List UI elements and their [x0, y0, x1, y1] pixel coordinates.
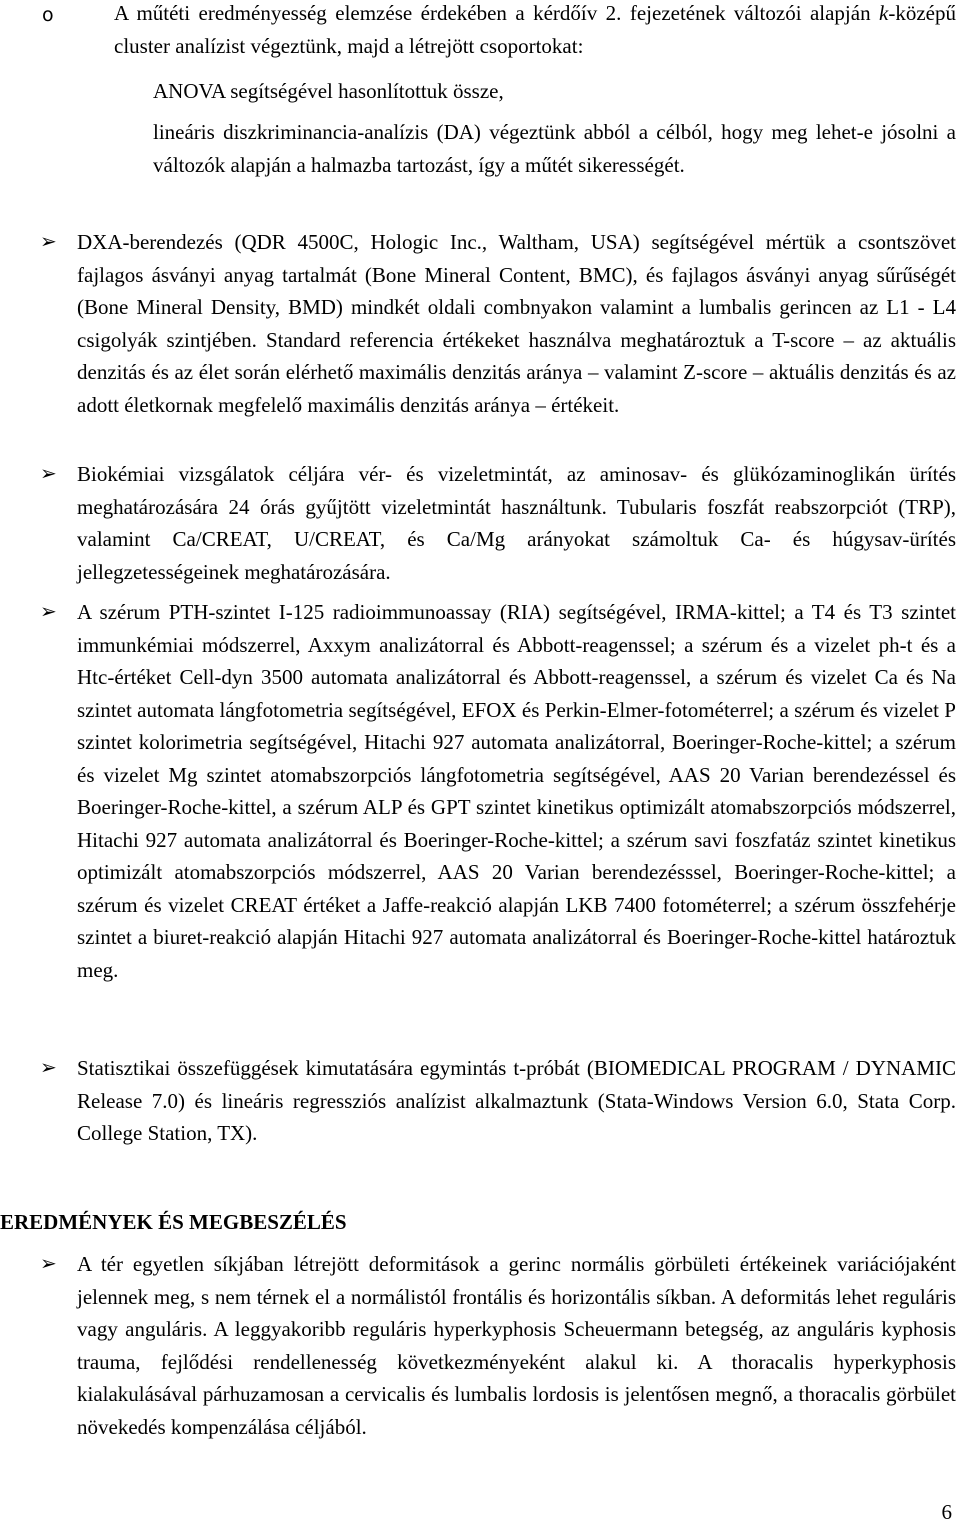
dxa-paragraph: DXA-berendezés (QDR 4500C, Hologic Inc., Waltham, USA) segítségével mértük a csontszövet fajlagos ásványi anyag tartalmát (Bone Mineral Content, BMC), és fajlagos ásványi anyag sűrűségét (Bone Mineral Density, BMD) mindkét oldali combnyakon valamint a lumbalis gerincen az L1 - L4 csigolyák szintjében. Standard referencia értékeket használva meghatároztuk a T-score – az aktuális denzitás és az élet során elérhető maximális denzitás aránya – valamint Z-score – aktuális denzitás és az adott életkornak megfelelő maximális denzitás aránya – értékeit. [77, 230, 956, 417]
statistics-paragraph: Statisztikai összefüggések kimutatására egymintás t-próbát (BIOMEDICAL PROGRAM / DYNAMIC Release 7.0) és lineáris regressziós analízist alkalmaztunk (Stata-Windows Version 6.0, Stata Corp. College Station, TX). [77, 1056, 956, 1145]
results-paragraph: A tér egyetlen síkjában létrejött deformitások a gerinc normális görbületi értékeinek variációjaként jelennek meg, s nem térnek el a normálistól frontális és horizontális síkban. A deformitás lehet reguláris vagy anguláris. A leggyakoribb reguláris hyperkyphosis Scheuermann betegség, az anguláris kyphosis trauma, fejlődési rendellenesség következményeként alakul ki. A thoracalis hyperkyphosis kialakulásával párhuzamosan a cervicalis és lumbalis lordosis is jelentősen megnő, a thoracalis görbület növekedés kompenzálása céljából. [77, 1252, 956, 1439]
serum-paragraph: A szérum PTH-szintet I-125 radioimmunoassay (RIA) segítségével, IRMA-kittel; a T4 és T3 szintet immunkémiai módszerrel, Axxym analizátorral és Abbott-reagenssel; a szérum és a vizelet ph-t és a Htc-értéket Cell-dyn 3500 automata analizátorral és Abbott-reagenssel, a szérum és vizelet Ca és Na szintet automata lángfotometria segítségével, EFOX és Perkin-Elmer-fotométerrel; a szérum és vizelet P szintet kolorimetria segítségével, Hitachi 927 automata analizátorral, Boeringer-Roche-kittel; a szérum és vizelet Mg szintet atomabszorpciós lángfotometria segítségével, AAS 20 Varian berendezéssel és Boeringer-Roche-kittel, a szérum ALP és GPT szintet kinetikus optimizált atomabszorpciós módszerrel, Hitachi 927 automata analizátorral és Boeringer-Roche-kittel; a szérum savi foszfatáz szintet kinetikus optimizált atomabszorpciós módszerrel, AAS 20 Varian berendezésssel, Boeringer-Roche-kittel; a szérum és vizelet CREAT értéket a Jaffe-reakció alapján LKB 7400 fotométerrel; a szérum összfehérje szintet a biuret-reakció alapján Hitachi 927 automata analizátorral és Boeringer-Roche-kittel határoztuk meg. [77, 600, 956, 982]
arrow-bullet-icon: ➢ [40, 231, 57, 253]
arrow-bullet-icon: ➢ [40, 463, 57, 485]
circle-bullet-icon: o [42, 4, 54, 26]
intro-item [0, 0, 960, 220]
intro-paragraph: A műtéti eredményesség elemzése érdekében a kérdőív 2. fejezetének változói alapján k-középű cluster analízist végeztünk, majd a létrejött csoportokat: [114, 1, 956, 58]
arrow-bullet-icon: ➢ [40, 601, 57, 623]
page-number: 6 [941, 1500, 952, 1524]
arrow-bullet-icon: ➢ [40, 1253, 57, 1275]
intro-sub-item-da: lineáris diszkriminancia-analízis (DA) végeztünk abból a célból, hogy meg lehet-e jósolni a változók alapján a halmazba tartozást, így a műtét sikerességét. [153, 120, 956, 177]
biochemistry-paragraph: Biokémiai vizsgálatok céljára vér- és vizeletmintát, az aminosav- és glükózaminoglikán ürítés meghatározására 24 órás gyűjtött vizeletmintát használtunk. Tubularis foszfát reabszorpciót (TRP), valamint Ca/CREAT, U/CREAT, és Ca/Mg arányokat számoltuk Ca- és húgysav-ürítés jellegzetességeinek meghatározására. [77, 462, 956, 584]
intro-sub-item-anova: ANOVA segítségével hasonlítottuk össze, [153, 79, 504, 103]
section-heading: EREDMÉNYEK ÉS MEGBESZÉLÉS [0, 1210, 347, 1234]
arrow-bullet-icon: ➢ [40, 1057, 57, 1079]
